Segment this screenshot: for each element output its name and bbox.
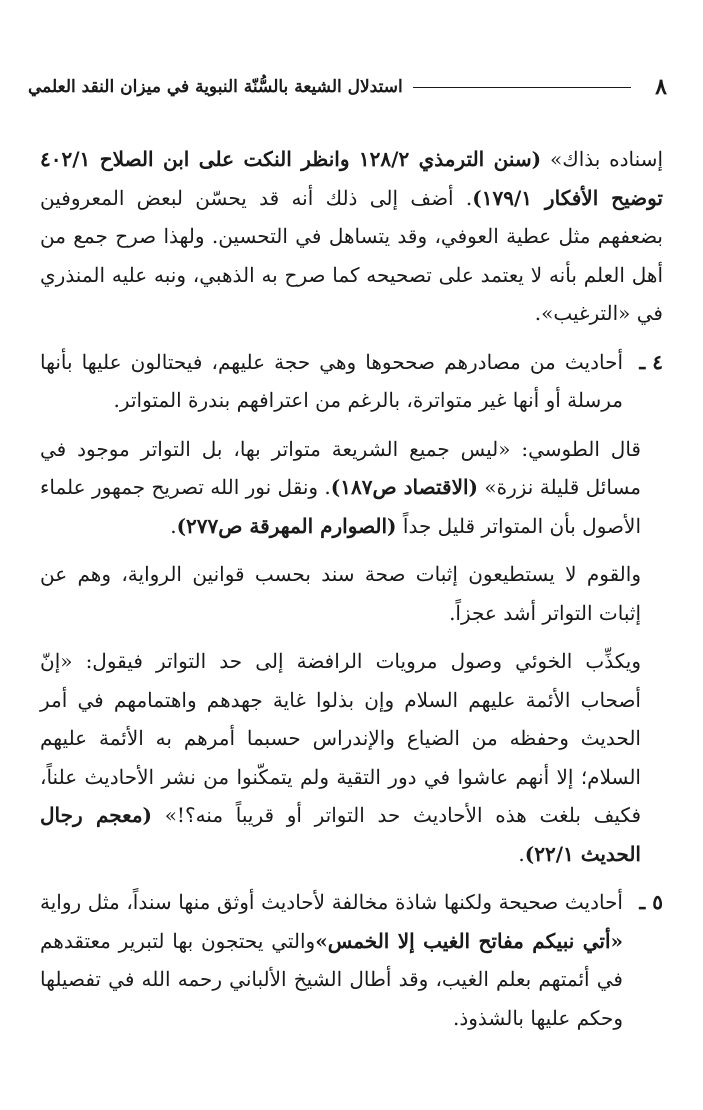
list-item-5 (40, 883, 663, 1037)
paragraph-text: أحاديث صحيحة ولكنها شاذة مخالفة لأحاديث أوثق منها سنداً، مثل رواية (40, 890, 623, 914)
paragraph-text: . ونقل نور الله تصريح جمهور علماء الأصول بأن المتواتر قليل جداً (40, 475, 641, 538)
page-number: ٨ (655, 74, 667, 100)
paragraph-text: إسناده بذاك» (541, 147, 663, 171)
paragraph-text: والقوم لا يستطيعون إثبات صحة سند بحسب قوانين الرواية، وهم عن إثبات التواتر أشد عجزاً. (40, 562, 641, 625)
list-item-text: أحاديث من مصادرهم صححوها وهي حجة عليهم، فيحتالون عليها بأنها مرسلة أو أنها غير متواترة، بالرغم من اعترافهم بندرة المتواتر. (40, 349, 623, 412)
page-header (28, 70, 667, 104)
page-body (40, 140, 663, 1047)
paragraph-text: . (170, 513, 177, 538)
list-number: ٥ ـ (639, 890, 663, 914)
header-rule (413, 87, 631, 88)
hadith-title: «أتي نبيكم مفاتح الغيب إلا الخمس» (315, 928, 623, 953)
list-item-4 (40, 343, 663, 420)
paragraph-khoei-quote (40, 642, 663, 873)
list-number: ٤ ـ (639, 349, 663, 374)
paragraph-text: قال الطوسي: «ليس جميع الشريعة متواتر بها، بل التواتر موجود في مسائل قليلة نزرة» (40, 436, 642, 499)
citation: (الصوارم المهرقة ص٢٧٧) (176, 513, 397, 538)
paragraph-text: . (518, 841, 525, 866)
list-item-text (40, 883, 623, 1037)
citation: (معجم رجال الحديث ٢٢/١) (40, 803, 641, 866)
running-title: استدلال الشيعة بالسُّنّة النبوية في ميزان النقد العلمي (28, 77, 403, 97)
paragraph-text: ويكذِّب الخوئي وصول مرويات الرافضة إلى حد التواتر فيقول: «إنّ أصحاب الأئمة عليهم السلام وإن بذلوا غاية جهدهم واهتمامهم في أمر الحديث وحفظه من الضياع والإندراس حسبما أمرهم به الأئمة عليهم السلام؛ إلا أنهم عاشوا في دور التقية ولم يتمكّنوا من نشر الأحاديث علناً، فكيف بلغت هذه الأحاديث حد التواتر أو قريباً منه؟!» (40, 649, 642, 827)
paragraph-tusi-quote (40, 430, 663, 546)
paragraph-tawatur (40, 555, 663, 632)
citation: (سنن الترمذي ١٢٨/٢ وانظر النكت على ابن الصلاح ٤٠٢/١ توضيح الأفكار ١٧٩/١) (40, 147, 663, 210)
paragraph-text: . أضف إلى ذلك أنه قد يحسّن لبعض المعروفين بضعفهم مثل عطية العوفي، وقد يتساهل في التحسين. ولهذا صرح جمع من أهل العلم بأنه لا يعتمد على تصحيحه كما صرح به الذهبي، ونبه عليه المنذري في «الترغيب». (40, 185, 663, 325)
paragraph-continued (40, 140, 663, 333)
paragraph-text: والتي يحتجون بها لتبرير معتقدهم في أئمتهم بعلم الغيب، وقد أطال الشيخ الألباني رحمه الله في تفصيلها وحكم عليها بالشذوذ. (40, 928, 623, 1030)
citation: (الاقتصاد ص١٨٧) (330, 475, 479, 499)
